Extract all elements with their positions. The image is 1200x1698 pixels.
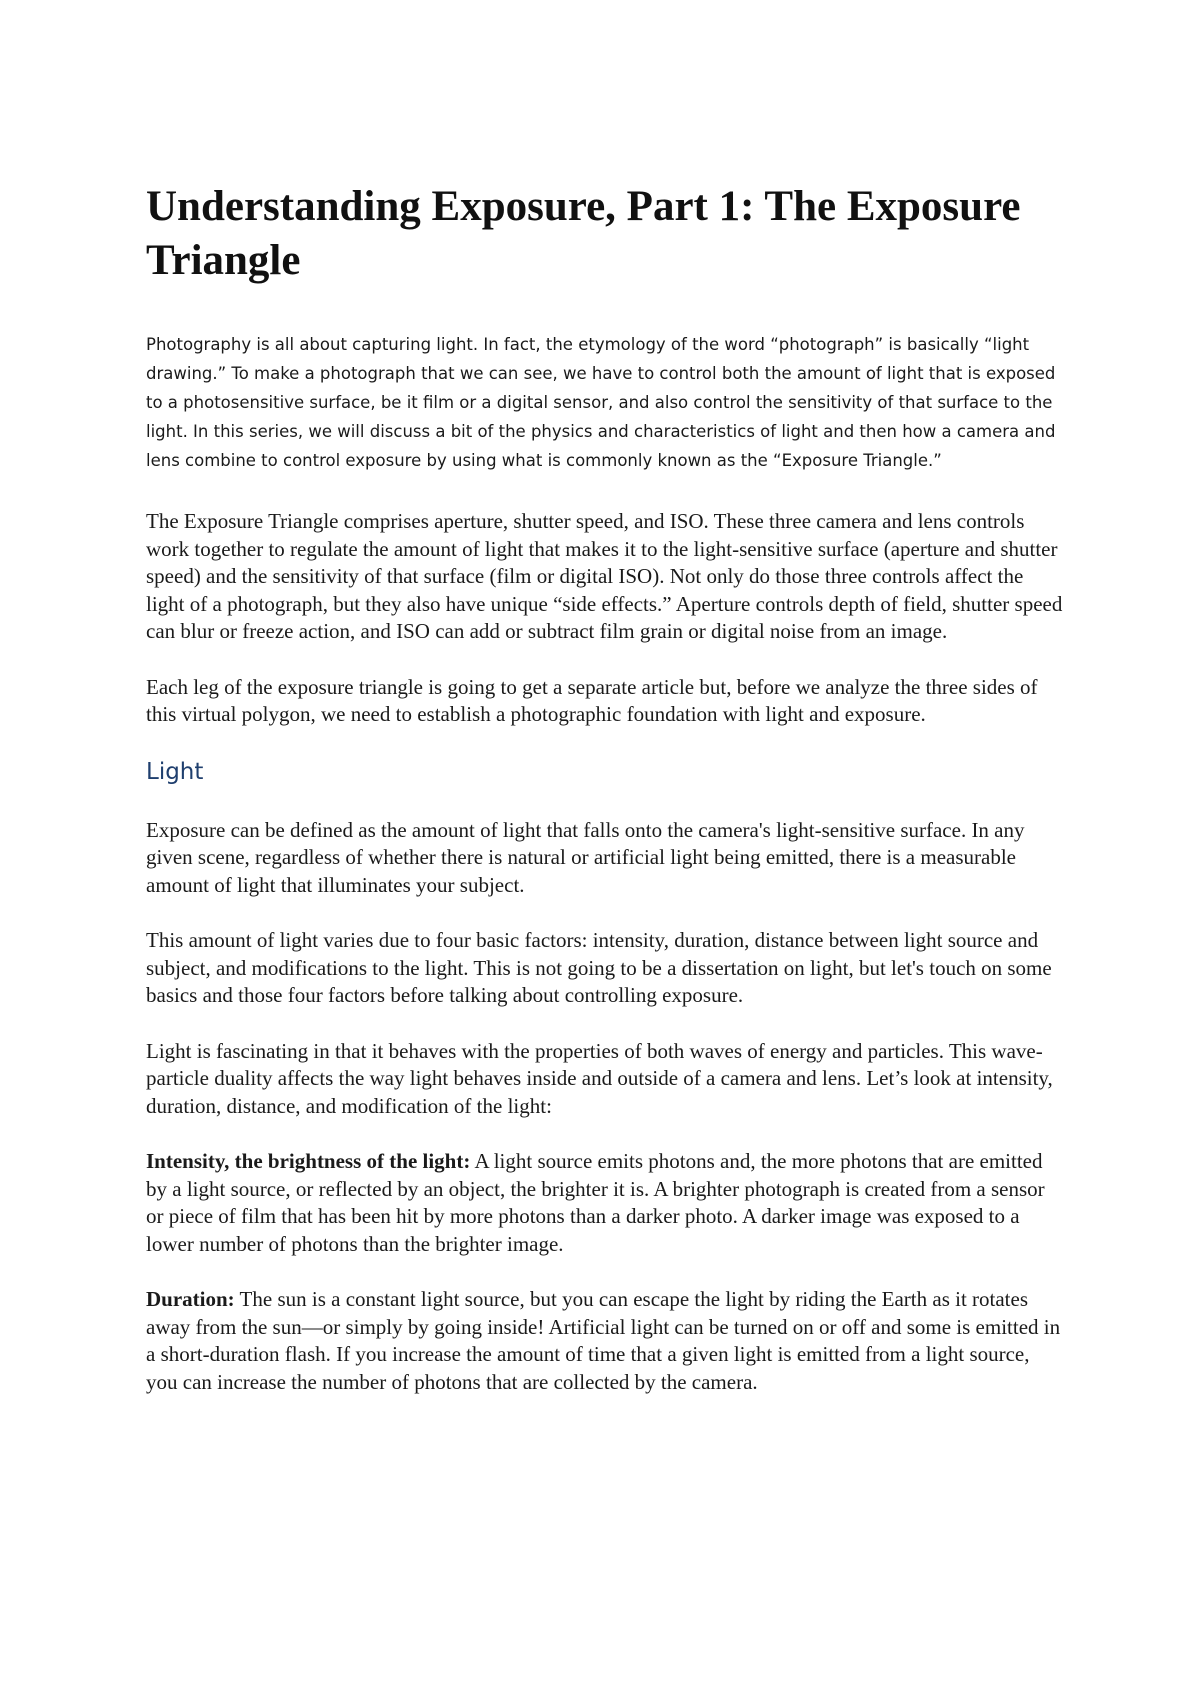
- document-title: Understanding Exposure, Part 1: The Exposure Triangle: [146, 183, 1021, 284]
- duration-text: The sun is a constant light source, but you can escape the light by riding the Earth as it rotates away from the sun—or simply by going inside! Artificial light can be turned on or off and some is emitted in a short-duration flash. If you increase the amount of time that a given light is emitted from a light source, you can increase the number of photons that are collected by the camera.: [146, 1287, 1061, 1394]
- intensity-paragraph: [146, 1148, 1066, 1258]
- duration-label: Duration:: [146, 1287, 235, 1311]
- triangle-legs-paragraph: Each leg of the exposure triangle is going to get a separate article but, before we analyze the three sides of this virtual polygon, we need to establish a photographic foundation with light and exposure.: [146, 674, 1038, 726]
- intro-paragraph: Photography is all about capturing light. In fact, the etymology of the word “photograph” is basically “light drawing.” To make a photograph that we can see, we have to control both the amount of light that is exposed to a photosensitive surface, be it film or a digital sensor, and also control the sensitivity of that surface to the light. In this series, we will discuss a bit of the physics and characteristics of light and then how a camera and lens combine to control exposure by using what is commonly known as the “Exposure Triangle.”: [146, 335, 1056, 470]
- light-factors-paragraph: This amount of light varies due to four basic factors: intensity, duration, distance between light source and subject, and modifications to the light. This is not going to be a dissertation on light, but let's touch on some basics and those four factors before talking about controlling exposure.: [146, 928, 1052, 1007]
- exposure-triangle-paragraph: The Exposure Triangle comprises aperture, shutter speed, and ISO. These three camera and lens controls work together to regulate the amount of light that makes it to the light-sensitive surface (aperture and shutter speed) and the sensitivity of that surface (film or digital ISO). Not only do those three controls affect the light of a photograph, but they also have unique “side effects.” Aperture controls depth of field, shutter speed can blur or freeze action, and ISO can add or subtract film grain or digital noise from an image.: [146, 509, 1063, 643]
- document-content: [146, 180, 1066, 1424]
- light-section-heading: Light: [146, 758, 204, 785]
- intensity-text: A light source emits photons and, the more photons that are emitted by a light source, or reflected by an object, the brighter it is. A brighter photograph is created from a sensor or piece of film that has been hit by more photons than a darker photo. A darker image was exposed to a lower number of photons than the brighter image.: [146, 1149, 1045, 1256]
- wave-particle-paragraph: Light is fascinating in that it behaves with the properties of both waves of energy and particles. This wave-particle duality affects the way light behaves inside and outside of a camera and lens. Let’s look at intensity, duration, distance, and modification of the light:: [146, 1038, 1053, 1118]
- exposure-definition-paragraph: Exposure can be defined as the amount of light that falls onto the camera's light-sensitive surface. In any given scene, regardless of whether there is natural or artificial light being emitted, there is a measurable amount of light that illuminates your subject.: [146, 817, 1025, 897]
- intensity-label: Intensity, the brightness of the light:: [146, 1149, 471, 1173]
- duration-paragraph: [146, 1286, 1066, 1396]
